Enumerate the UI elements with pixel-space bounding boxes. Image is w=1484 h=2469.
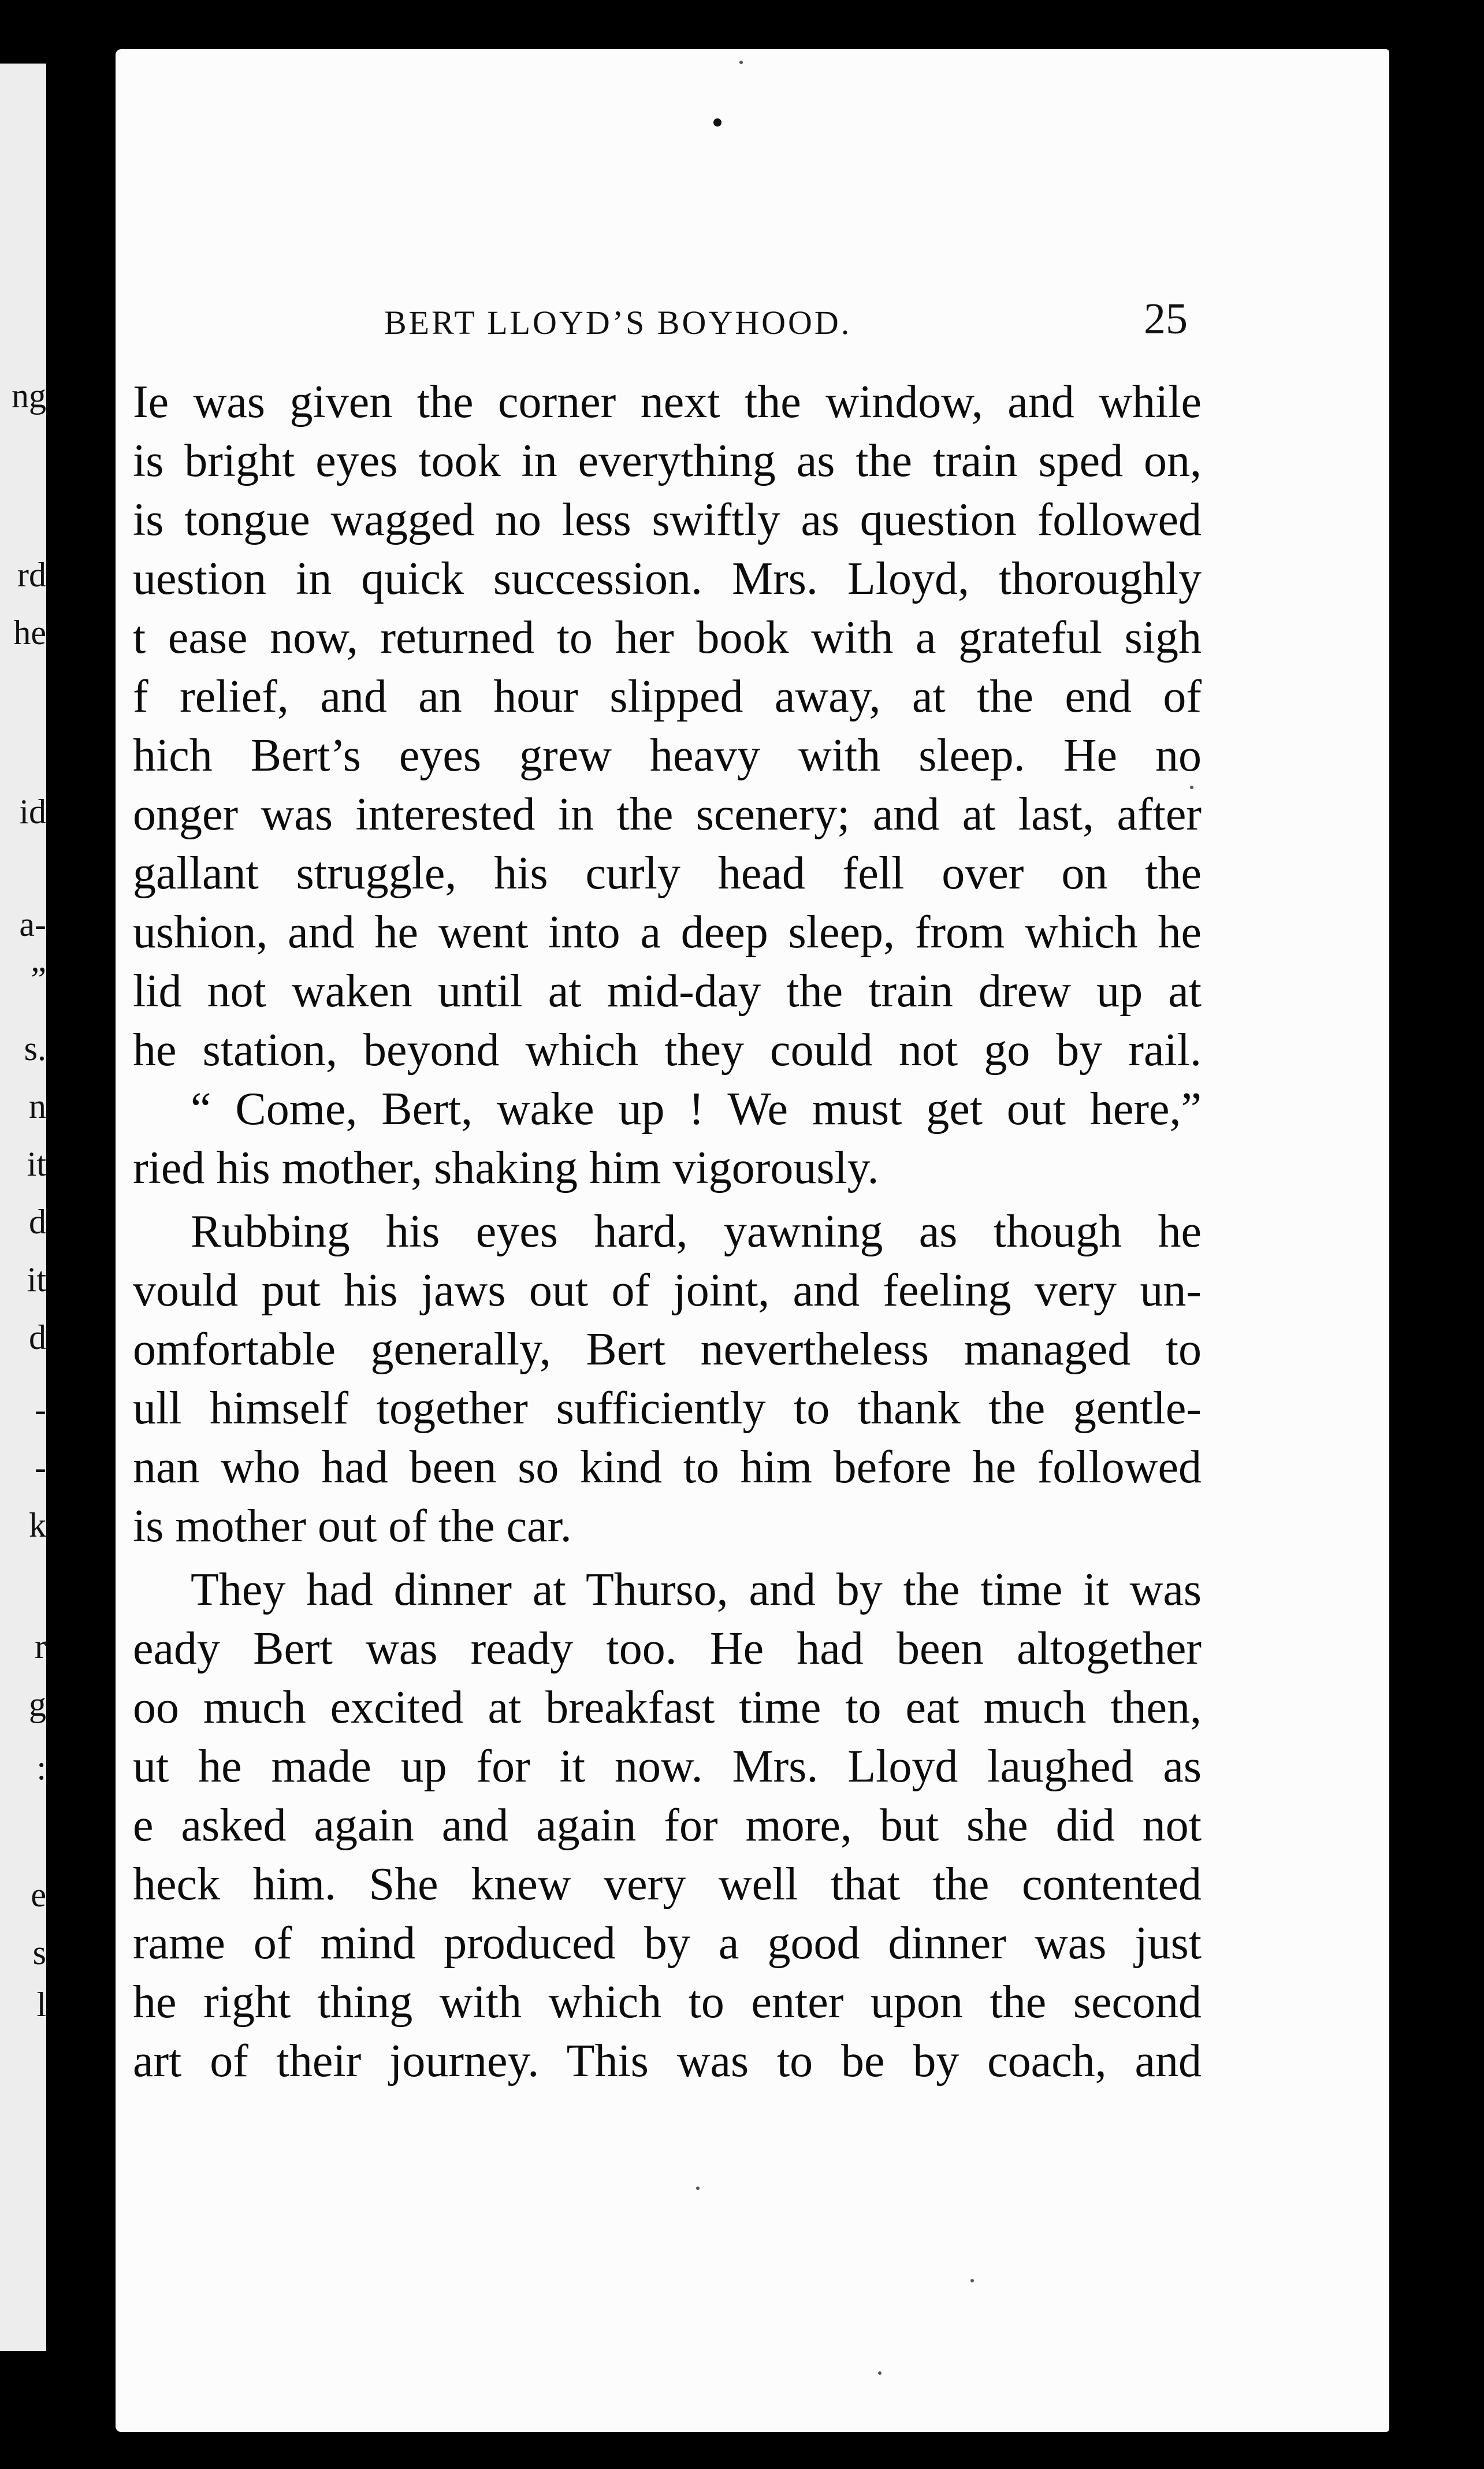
text-line xyxy=(116,903,1202,962)
text-line-content: gallant struggle, his curly head fell over on the xyxy=(133,848,1202,899)
text-line-content: e asked again and again for more, but she did not xyxy=(133,1800,1202,1851)
facing-page-fragment: n xyxy=(29,1087,46,1125)
text-line-content: vould put his jaws out of joint, and feeling very un- xyxy=(133,1265,1202,1316)
text-line-content: Ie was given the corner next the window, and while xyxy=(133,377,1202,427)
ink-speck xyxy=(696,2187,700,2190)
text-line-content: is tongue wagged no less swiftly as question followed xyxy=(133,494,1202,545)
text-line-content: eady Bert was ready too. He had been altogether xyxy=(133,1623,1202,1674)
text-line-content: he station, beyond which they could not go by rail. xyxy=(133,1025,1202,1076)
facing-page-fragment: a- xyxy=(19,905,46,943)
ink-speck xyxy=(970,2279,974,2282)
page-header xyxy=(116,292,1202,355)
text-line xyxy=(116,1021,1202,1080)
facing-page-fragment: it xyxy=(27,1145,46,1183)
ink-dot xyxy=(713,118,721,127)
text-line xyxy=(116,667,1202,726)
text-line-content: rame of mind produced by a good dinner was just xyxy=(133,1918,1202,1969)
text-line-content: omfortable generally, Bert nevertheless managed to xyxy=(133,1324,1202,1375)
text-line-content: lid not waken until at mid-day the train drew up at xyxy=(133,966,1202,1017)
ink-speck xyxy=(878,2371,882,2375)
text-line-content: nan who had been so kind to him before he followed xyxy=(133,1442,1202,1493)
text-line xyxy=(116,1560,1202,1619)
book-page xyxy=(116,49,1389,2432)
text-line-content: ushion, and he went into a deep sleep, from which he xyxy=(133,907,1202,958)
text-line-content: onger was interested in the scenery; and at last, after xyxy=(133,789,1202,840)
facing-page-fragment: g xyxy=(29,1685,46,1723)
text-line xyxy=(116,1438,1202,1497)
text-line-content: ried his mother, shaking him vigorously. xyxy=(133,1143,879,1193)
text-line xyxy=(116,1796,1202,1855)
text-line-content: They had dinner at Thurso, and by the time it was xyxy=(191,1564,1202,1615)
text-line-content: is mother out of the car. xyxy=(133,1501,572,1552)
text-line xyxy=(116,1619,1202,1678)
running-title: BERT LLOYD’S BOYHOOD. xyxy=(384,304,852,341)
facing-page-fragment: ng xyxy=(12,377,46,415)
facing-page-fragment: r xyxy=(35,1627,46,1665)
text-line xyxy=(116,1139,1202,1198)
text-line xyxy=(116,1202,1202,1261)
facing-page-fragment: d xyxy=(29,1203,46,1241)
facing-page-fragment: - xyxy=(35,1448,46,1486)
text-line xyxy=(116,962,1202,1021)
text-line-content: he right thing with which to enter upon the second xyxy=(133,1977,1202,2028)
text-line xyxy=(116,844,1202,903)
text-line xyxy=(116,549,1202,608)
text-line-content: art of their journey. This was to be by coach, and xyxy=(133,2036,1202,2087)
text-line-content: “ Come, Bert, wake up ! We must get out here,” xyxy=(191,1084,1202,1135)
text-line-content: oo much excited at breakfast time to eat much then, xyxy=(133,1682,1202,1733)
page-body xyxy=(116,373,1202,2091)
text-line xyxy=(116,2032,1202,2091)
text-line xyxy=(116,726,1202,785)
text-line xyxy=(116,608,1202,667)
text-line-content: hich Bert’s eyes grew heavy with sleep. He no xyxy=(133,730,1202,781)
text-line xyxy=(116,1855,1202,1914)
text-line xyxy=(116,1678,1202,1737)
text-line xyxy=(116,1080,1202,1139)
facing-page-fragment: s. xyxy=(24,1029,46,1068)
facing-page-fragment: : xyxy=(36,1749,46,1787)
text-line xyxy=(116,432,1202,490)
facing-page-fragment: k xyxy=(29,1506,46,1544)
text-line-content: Rubbing his eyes hard, yawning as though he xyxy=(191,1206,1202,1257)
page-number: 25 xyxy=(1144,295,1188,343)
text-line xyxy=(116,1379,1202,1438)
facing-page-fragment: rd xyxy=(17,556,46,594)
facing-page-fragment: d xyxy=(29,1318,46,1356)
text-line-content: ut he made up for it now. Mrs. Lloyd laughed as xyxy=(133,1741,1202,1792)
text-line-content: t ease now, returned to her book with a grateful sigh xyxy=(133,612,1202,663)
ink-speck xyxy=(1190,786,1193,789)
facing-page-fragment: s xyxy=(32,1933,46,1972)
text-line-content: ull himself together sufficiently to thank the gentle- xyxy=(133,1383,1202,1434)
facing-page-fragment: id xyxy=(19,793,46,831)
text-line-content: heck him. She knew very well that the contented xyxy=(133,1859,1202,1910)
text-line xyxy=(116,373,1202,432)
text-line xyxy=(116,785,1202,844)
text-line xyxy=(116,1261,1202,1320)
text-line-content: uestion in quick succession. Mrs. Lloyd, thoroughly xyxy=(133,553,1202,604)
text-line xyxy=(116,1914,1202,1973)
text-line-content: f relief, and an hour slipped away, at the end of xyxy=(133,671,1202,722)
facing-page-edge xyxy=(0,64,46,2351)
facing-page-fragment: he xyxy=(13,613,46,652)
text-line-content: is bright eyes took in everything as the train sped on, xyxy=(133,436,1202,486)
ink-speck xyxy=(739,61,743,64)
text-line xyxy=(116,1973,1202,2032)
facing-page-fragment: it xyxy=(27,1260,46,1299)
text-line xyxy=(116,1320,1202,1379)
facing-page-fragment: l xyxy=(36,1985,46,2024)
book-gutter xyxy=(46,0,127,2469)
text-line xyxy=(116,1737,1202,1796)
text-line xyxy=(116,1497,1202,1556)
facing-page-fragment: e xyxy=(31,1876,46,1914)
facing-page-fragment: ” xyxy=(31,960,46,998)
text-line xyxy=(116,490,1202,549)
facing-page-fragment: - xyxy=(35,1390,46,1429)
